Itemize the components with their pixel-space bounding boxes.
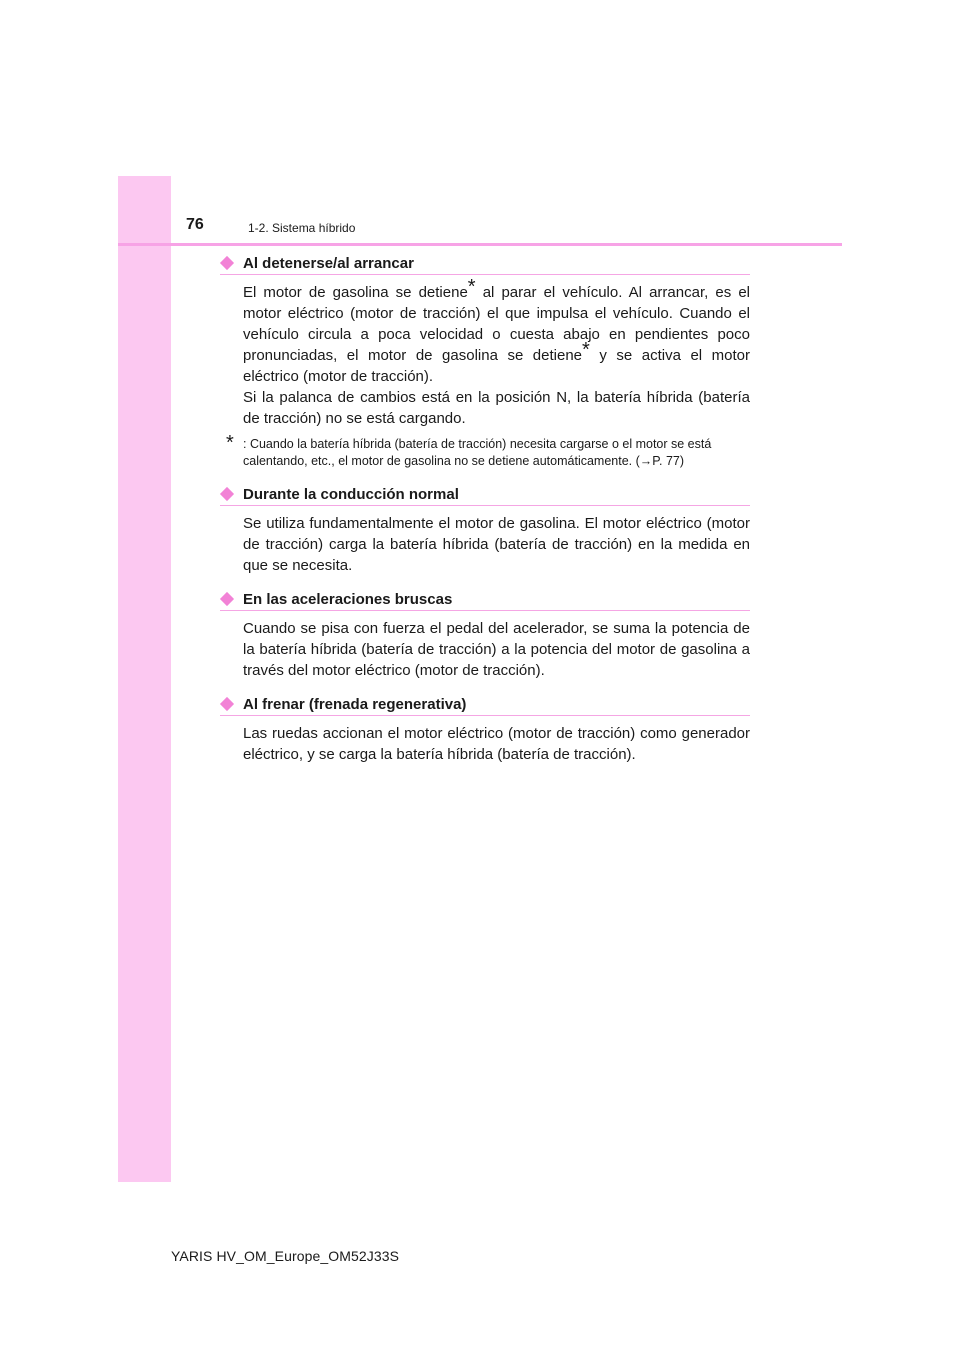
paragraph-text: El motor de gasolina se detiene	[243, 284, 468, 301]
diamond-bullet-icon	[220, 697, 234, 711]
footer-document-id: YARIS HV_OM_Europe_OM52J33S	[171, 1248, 400, 1264]
section-title: 1-2. Sistema híbrido	[248, 221, 356, 235]
paragraph	[243, 276, 751, 429]
diamond-bullet-icon	[220, 256, 234, 270]
side-tab-band	[118, 176, 171, 1182]
page-content	[220, 253, 750, 765]
section-heading	[220, 589, 750, 611]
paragraph-text: al parar el vehículo. Al arrancar, es el motor eléctrico (motor de tracción) el que impulsa el vehículo. Cuando el vehículo circula a poca velocidad o cuesta abajo en pendientes poco pronunciadas, el motor de gasolina se detiene	[243, 284, 751, 364]
section-heading	[220, 694, 750, 716]
paragraph: Se utiliza fundamentalmente el motor de gasolina. El motor eléctrico (motor de tracción) carga la batería híbrida (batería de tracción) en la medida en que se necesita.	[243, 515, 750, 574]
asterisk-mark: *	[467, 276, 476, 298]
paragraph-text: y se activa el motor eléctrico (motor de tracción).	[243, 347, 750, 385]
footnote-asterisk: *	[226, 432, 234, 454]
section-heading-text: En las aceleraciones bruscas	[243, 590, 453, 608]
page-number: 76	[186, 216, 204, 233]
section-heading-text: Al frenar (frenada regenerativa)	[243, 695, 467, 713]
section-heading	[220, 484, 750, 506]
section-heading-text: Al detenerse/al arrancar	[243, 254, 414, 272]
diamond-bullet-icon	[220, 592, 234, 606]
footnote-text: : Cuando la batería híbrida (batería de tracción) necesita cargarse o el motor se está calentando, etc., el motor de gasolina no se detiene automáticamente. (→P. 77)	[243, 437, 712, 468]
footnote	[226, 432, 750, 470]
paragraph: Las ruedas accionan el motor eléctrico (motor de tracción) como generador eléctrico, y se carga la batería híbrida (batería de tracción).	[243, 725, 750, 763]
section-heading-text: Durante la conducción normal	[243, 485, 459, 503]
paragraph: Cuando se pisa con fuerza el pedal del acelerador, se suma la potencia de la batería híbrida (batería de tracción) a la potencia del motor de gasolina a través del motor eléctrico (motor de tracción).	[243, 620, 750, 679]
section-heading	[220, 253, 750, 275]
asterisk-mark: *	[582, 339, 590, 361]
paragraph-text: Si la palanca de cambios está en la posición N, la batería híbrida (batería de tracción) no se está cargando.	[243, 389, 750, 427]
diamond-bullet-icon	[220, 487, 234, 501]
header-rule	[118, 243, 842, 246]
